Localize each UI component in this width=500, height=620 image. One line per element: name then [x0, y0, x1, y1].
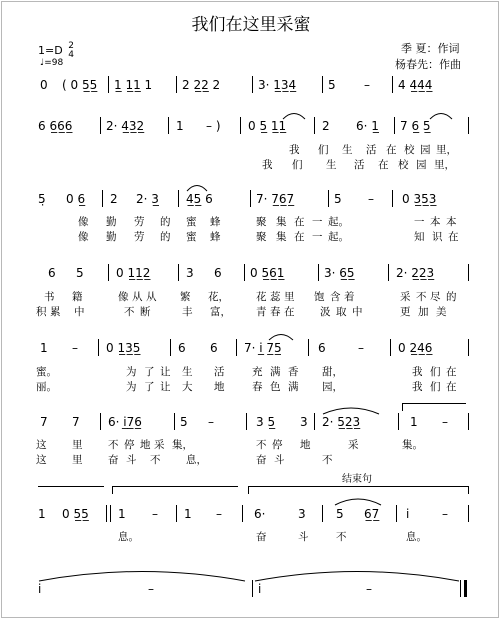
lyric: 为	[126, 381, 137, 393]
note-group: 7	[72, 415, 80, 429]
lyric: 花	[256, 291, 267, 303]
lyric: 这	[36, 439, 47, 451]
note-group: 3	[298, 507, 306, 521]
lyric: 采	[154, 439, 165, 451]
lyric: 活	[366, 144, 377, 156]
lyric: 劳	[134, 231, 145, 243]
note-group: 6	[318, 341, 326, 355]
barline	[246, 413, 247, 430]
lyric: 甜，	[322, 366, 343, 378]
lyric: 汲	[320, 306, 331, 318]
lyric: 像	[118, 291, 129, 303]
lyric: 的	[160, 231, 171, 243]
score-row-4	[2, 266, 499, 282]
note-group: 3 5̲	[256, 415, 276, 429]
note-group: 0	[40, 78, 48, 92]
lyric: 起。	[328, 231, 349, 243]
slur	[429, 110, 453, 120]
lyric: 地	[214, 381, 225, 393]
lyric: 斗	[126, 454, 137, 466]
note-group: 2	[110, 192, 118, 206]
score-row-7	[2, 507, 499, 523]
note-group: 5̣	[38, 192, 46, 206]
lyric: 蜜。	[36, 366, 57, 378]
note-group: 4̲5̲ 6	[186, 192, 213, 206]
barline	[244, 264, 245, 281]
lyric: 斗	[298, 531, 309, 543]
barline	[314, 413, 315, 430]
lyric: 集	[276, 231, 287, 243]
lyric: 勤	[106, 216, 117, 228]
lyric: 里	[284, 291, 295, 303]
lyric: 在	[284, 306, 295, 318]
lyric: 中	[74, 306, 85, 318]
note-group: 6	[214, 266, 222, 280]
lyric: 聚	[256, 231, 267, 243]
note-group: 6 6̲6̲6̲	[38, 119, 73, 133]
final-barline-thin	[460, 580, 461, 597]
lyric: 聚	[256, 216, 267, 228]
ending-bracket-start	[248, 486, 249, 494]
lyric: 园	[420, 144, 431, 156]
ending-bracket-end	[468, 486, 469, 494]
note-group: 6·	[254, 507, 266, 521]
ending-bracket	[248, 486, 468, 487]
lyric: 像	[78, 231, 89, 243]
lyric: 满	[270, 366, 281, 378]
lyric: 们	[430, 366, 441, 378]
lyric: 籍	[72, 291, 83, 303]
lyric: 们	[430, 381, 441, 393]
note-group: 0 1̲1̲2̲	[116, 266, 151, 280]
lyric: 累	[50, 306, 61, 318]
note-group: 2 2̲2̲ 2	[182, 78, 221, 92]
lyric: 活	[354, 159, 365, 171]
lyric: 采	[400, 291, 411, 303]
slur	[268, 331, 294, 341]
key-label: 1=D	[38, 44, 63, 57]
barline	[396, 505, 397, 522]
volta-bracket-end	[402, 403, 403, 411]
lyric: 加	[418, 306, 429, 318]
lyrics-row-4-verse-2	[2, 379, 499, 393]
lyric: 里，	[436, 144, 457, 156]
lyric: 的	[160, 216, 171, 228]
score-sheet	[1, 1, 499, 618]
lyric: 丽。	[36, 381, 57, 393]
lyrics-row-1-verse-2	[2, 157, 499, 171]
lyric: 里	[72, 454, 83, 466]
slur	[186, 182, 208, 192]
note-group: 1	[38, 507, 46, 521]
lyric: 我	[412, 366, 423, 378]
score-row-2	[2, 119, 499, 135]
lyric: 停	[124, 439, 135, 451]
lyric: 我	[412, 381, 423, 393]
lyric: 让	[160, 366, 171, 378]
note-group: 0 5̲6̲1̲	[250, 266, 285, 280]
lyric: 富，	[210, 306, 231, 318]
note-group: 3	[300, 415, 308, 429]
lyric: 含	[330, 291, 341, 303]
lyrics-row-5-verse-2	[2, 452, 499, 466]
note-group: 7· 7̲6̲7̲	[256, 192, 295, 206]
tie	[254, 568, 460, 582]
lyric: 地	[300, 439, 311, 451]
note-group: i	[406, 507, 410, 521]
note-group: 6	[48, 266, 56, 280]
lyrics-row-3-verse-1	[2, 289, 499, 303]
lyric: 让	[160, 381, 171, 393]
lyric: 生	[342, 144, 353, 156]
lyrics-row-5-verse-1	[2, 437, 499, 451]
lyric: 生	[182, 366, 193, 378]
barline	[468, 339, 469, 356]
lyric: 在	[294, 231, 305, 243]
volta-bracket-end	[112, 486, 113, 494]
note-group: 7· i̲ 7̲5̲	[244, 341, 282, 355]
note-group: 2· 4̲3̲2̲	[106, 119, 145, 133]
lyric: 蜜	[186, 216, 197, 228]
note-group: 0 3̲5̲3̲	[402, 192, 437, 206]
note-group: –	[364, 78, 370, 92]
lyric: 着	[344, 291, 355, 303]
lyric: 不	[150, 454, 161, 466]
lyric: 饱	[314, 291, 325, 303]
volta-bracket	[112, 486, 238, 487]
lyric: 斗	[274, 454, 285, 466]
barline	[170, 339, 171, 356]
lyric: 不	[108, 439, 119, 451]
barline	[168, 117, 169, 134]
score-row-8	[2, 582, 499, 598]
note-group: 1	[118, 507, 126, 521]
lyric: 们	[292, 159, 303, 171]
lyric: 不	[336, 531, 347, 543]
lyric: 书	[44, 291, 55, 303]
note-group: 4 4̲4̲4̲	[398, 78, 433, 92]
lyrics-row-2-verse-1	[2, 214, 499, 228]
barline	[252, 580, 253, 597]
score-row-1	[2, 78, 499, 94]
lyric: 蕊	[270, 291, 281, 303]
barline	[100, 117, 101, 134]
barline	[390, 339, 391, 356]
lyric: 断	[140, 306, 151, 318]
lyric: 采	[348, 439, 359, 451]
lyric: 满	[288, 381, 299, 393]
barline	[322, 505, 323, 522]
lyrics-row-2-verse-2	[2, 229, 499, 243]
lyric: 息。	[406, 531, 427, 543]
note-group: – )	[206, 119, 221, 133]
note-group: 1	[184, 507, 192, 521]
lyric: 停	[272, 439, 283, 451]
lyric: 息。	[118, 531, 139, 543]
lyrics-row-4-verse-1	[2, 364, 499, 378]
lyric: 奋	[108, 454, 119, 466]
barline	[468, 413, 469, 430]
lyric: 在	[386, 144, 397, 156]
lyric: 在	[448, 231, 459, 243]
lyric: 取	[336, 306, 347, 318]
lyric: 了	[144, 381, 155, 393]
barline	[250, 190, 251, 207]
lyric: 们	[318, 144, 329, 156]
lyric: 了	[144, 366, 155, 378]
lyric: 本	[446, 216, 457, 228]
lyric: 地	[140, 439, 151, 451]
lyrics-row-6	[2, 529, 499, 543]
lyric: 知	[414, 231, 425, 243]
note-group: 5	[334, 192, 342, 206]
lyric: 我	[289, 144, 300, 156]
note-group: 0 6̲	[66, 192, 86, 206]
lyric: 一	[312, 231, 323, 243]
lyric: 我	[262, 159, 273, 171]
lyric: 校	[404, 144, 415, 156]
barline	[314, 117, 315, 134]
barline	[178, 264, 179, 281]
note-group: 7 6̲ 5̲	[400, 119, 431, 133]
barline	[178, 190, 179, 207]
lyric: 美	[436, 306, 447, 318]
barline	[174, 413, 175, 430]
note-group: –	[152, 507, 158, 521]
time-sig-top: 2	[68, 41, 74, 51]
score-row-5	[2, 341, 499, 357]
lyric: 勤	[106, 231, 117, 243]
barline	[252, 76, 253, 93]
lyric: 奋	[256, 454, 267, 466]
note-group: ( 0 5̲5̲	[62, 78, 98, 92]
note-group: 3	[186, 266, 194, 280]
barline	[392, 76, 393, 93]
time-signature	[68, 42, 74, 60]
note-group: 7	[40, 415, 48, 429]
lyric: 蜜	[186, 231, 197, 243]
ending-label: 结束句	[342, 474, 372, 485]
lyric: 充	[252, 366, 263, 378]
barline	[100, 413, 101, 430]
volta-bracket	[38, 486, 104, 487]
note-group: 5	[180, 415, 188, 429]
note-group: 6· i̲7̲6̲	[108, 415, 142, 429]
note-group: 2· 3̲	[136, 192, 159, 206]
lyric: 园	[416, 159, 427, 171]
note-group: 2· 5̲2̲3̲	[322, 415, 361, 429]
lyric: 青	[256, 306, 267, 318]
volta-bracket	[402, 403, 466, 404]
note-group: –	[208, 415, 214, 429]
lyric: 不	[322, 454, 333, 466]
barline	[102, 190, 103, 207]
lyric: 积	[36, 306, 47, 318]
lyric: 起。	[328, 216, 349, 228]
note-group: 0 1̲3̲5̲	[106, 341, 141, 355]
note-group: 2	[322, 119, 330, 133]
lyric: 在	[446, 381, 457, 393]
lyric: 春	[252, 381, 263, 393]
tempo-marking: ♩=98	[40, 58, 64, 68]
repeat-barline	[110, 505, 111, 522]
note-group: –	[72, 341, 78, 355]
note-group: –	[216, 507, 222, 521]
lyricist-credit: 季 夏：作词	[401, 42, 460, 55]
lyric: 这	[36, 454, 47, 466]
lyric: 色	[270, 381, 281, 393]
lyric: 丰	[182, 306, 193, 318]
lyrics-row-1-verse-1	[2, 142, 499, 156]
lyric: 一	[414, 216, 425, 228]
lyric: 香	[288, 366, 299, 378]
note-group: 0 5̲ 1̲1̲	[248, 119, 287, 133]
lyric: 花，	[208, 291, 229, 303]
barline	[236, 339, 237, 356]
note-group: –	[442, 507, 448, 521]
lyric: 的	[446, 291, 457, 303]
note-group: 0 5̲5̲	[62, 507, 89, 521]
lyric: 在	[378, 159, 389, 171]
lyric: 蜂	[210, 216, 221, 228]
barline	[388, 264, 389, 281]
lyric: 像	[78, 216, 89, 228]
score-row-6	[2, 415, 499, 431]
note-group: 1	[176, 119, 184, 133]
note-group: 1	[40, 341, 48, 355]
lyric: 生	[326, 159, 337, 171]
lyric: 息，	[186, 454, 207, 466]
tie	[38, 568, 246, 582]
barline	[392, 190, 393, 207]
lyric: 大	[182, 381, 193, 393]
lyric: 为	[126, 366, 137, 378]
note-group: –	[358, 341, 364, 355]
lyric: 集。	[402, 439, 423, 451]
lyric: 从	[132, 291, 143, 303]
note-group: –	[442, 415, 448, 429]
lyric: 里	[72, 439, 83, 451]
lyric: 集，	[172, 439, 193, 451]
composer-credit: 杨春先：作曲	[395, 58, 461, 71]
note-group: i	[38, 582, 42, 596]
lyric: 在	[446, 366, 457, 378]
note-group: 1	[410, 415, 418, 429]
lyric: 春	[270, 306, 281, 318]
note-group: 6̲7̲	[364, 507, 380, 521]
lyric: 识	[432, 231, 443, 243]
barline	[318, 264, 319, 281]
slur	[334, 496, 382, 506]
note-group: 6· 1̲	[356, 119, 379, 133]
barline	[468, 117, 469, 134]
time-sig-bottom: 4	[68, 50, 74, 60]
barline	[242, 505, 243, 522]
lyric: 不	[124, 306, 135, 318]
note-group: –	[368, 192, 374, 206]
barline	[240, 117, 241, 134]
lyric: 不	[416, 291, 427, 303]
lyric: 本	[430, 216, 441, 228]
note-group: i	[258, 582, 262, 596]
barline	[108, 76, 109, 93]
lyric: 校	[398, 159, 409, 171]
barline	[394, 117, 395, 134]
lyric: 不	[256, 439, 267, 451]
note-group: –	[366, 582, 372, 596]
barline	[308, 339, 309, 356]
note-group: 2· 2̲2̲3̲	[396, 266, 435, 280]
lyric: 从	[146, 291, 157, 303]
slur	[322, 405, 380, 415]
lyric: 园，	[322, 381, 343, 393]
lyric: 奋	[256, 531, 267, 543]
barline	[106, 505, 107, 522]
barline	[328, 190, 329, 207]
note-group: 3· 1̲3̲4̲	[258, 78, 297, 92]
lyric: 中	[352, 306, 363, 318]
lyric: 活	[214, 366, 225, 378]
barline	[98, 339, 99, 356]
lyric: 一	[312, 216, 323, 228]
note-group: 3· 6̲5̲	[324, 266, 355, 280]
score-row-3	[2, 192, 499, 208]
note-group: 1̲ 1̲1̲ 1	[114, 78, 153, 92]
note-group: –	[148, 582, 154, 596]
note-group: 6	[210, 341, 218, 355]
slur	[282, 110, 306, 120]
barline	[322, 76, 323, 93]
song-title: 我们在这里采蜜	[191, 15, 311, 35]
note-group: 6	[178, 341, 186, 355]
lyrics-row-3-verse-2	[2, 304, 499, 318]
note-group: 0 2̲4̲6̲	[398, 341, 433, 355]
lyric: 里，	[434, 159, 455, 171]
lyric: 繁	[180, 291, 191, 303]
lyric: 在	[294, 216, 305, 228]
barline	[468, 505, 469, 522]
lyric: 集	[276, 216, 287, 228]
lyric: 尽	[430, 291, 441, 303]
barline	[468, 264, 469, 281]
final-barline-thick	[464, 580, 467, 597]
lyric: 劳	[134, 216, 145, 228]
note-group: 5	[76, 266, 84, 280]
barline	[398, 413, 399, 430]
note-group: 5	[328, 78, 336, 92]
barline	[176, 505, 177, 522]
lyric: 更	[400, 306, 411, 318]
lyric: 蜂	[210, 231, 221, 243]
barline	[108, 264, 109, 281]
note-group: 5	[336, 507, 344, 521]
barline	[176, 76, 177, 93]
